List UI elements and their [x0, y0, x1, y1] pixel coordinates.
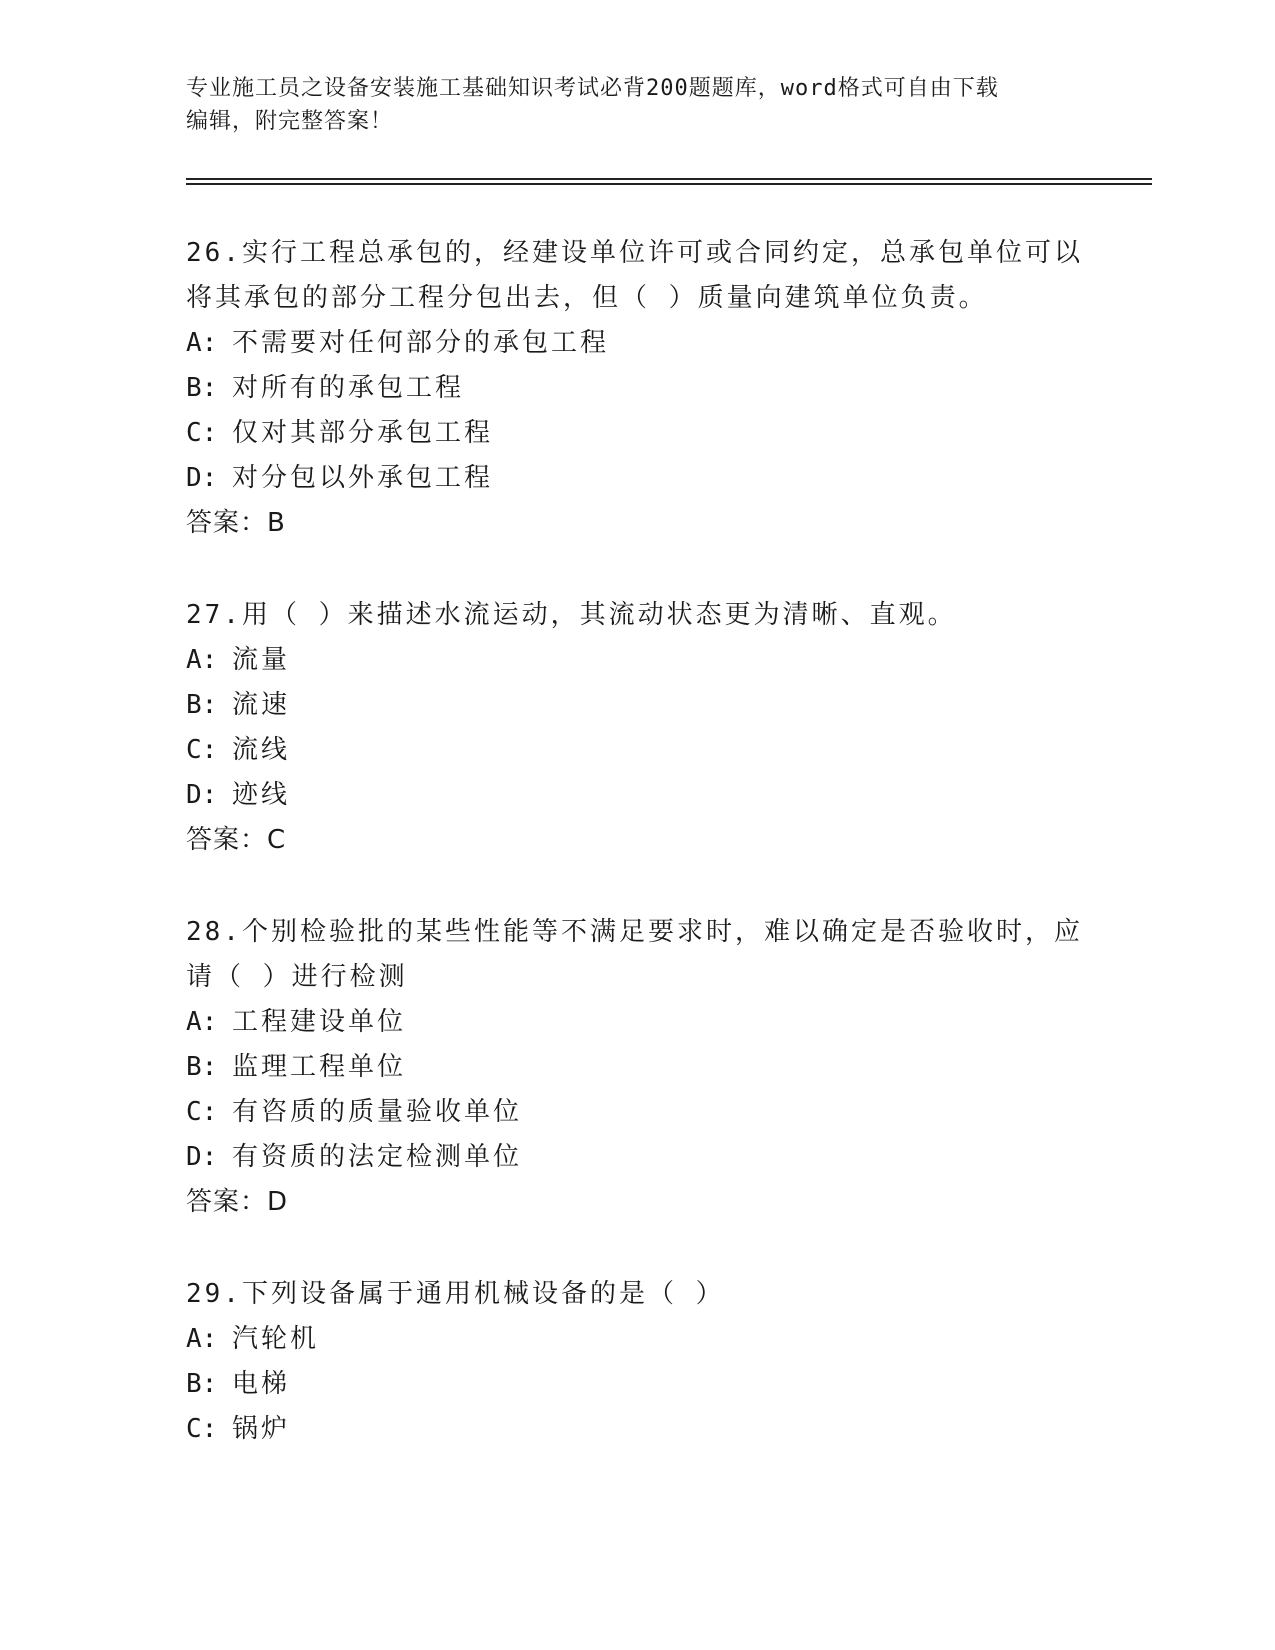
option-text: 流速: [232, 690, 291, 720]
header-divider-top: [186, 178, 1152, 180]
option-text: 监理工程单位: [232, 1052, 407, 1082]
question-28: [186, 910, 1086, 1225]
answer-line: 答案：D: [186, 1187, 289, 1217]
option-a: [186, 638, 1086, 683]
option-c: [186, 728, 1086, 773]
option-text: 流量: [232, 645, 291, 675]
question-stem-line: 26.实行工程总承包的，经建设单位许可或合同约定，总承包单位可以: [186, 238, 1083, 268]
header-line-1: 专业施工员之设备安装施工基础知识考试必背200题题库，word格式可自由下载: [186, 76, 999, 101]
option-c: [186, 1407, 1086, 1452]
option-c: [186, 1090, 1086, 1135]
option-key: B:: [186, 373, 218, 403]
header-line-2: 编辑，附完整答案！: [186, 109, 394, 134]
option-b: [186, 366, 1086, 411]
option-key: C:: [186, 1414, 218, 1444]
question-29: [186, 1272, 1086, 1452]
option-a: [186, 1000, 1086, 1045]
question-stem-line: 29.下列设备属于通用机械设备的是（ ）: [186, 1279, 725, 1309]
option-d: [186, 1135, 1086, 1180]
option-key: D:: [186, 463, 218, 493]
question-list: [186, 231, 1086, 1499]
option-text: 有咨质的质量验收单位: [232, 1097, 523, 1127]
question-stem-line: 28.个别检验批的某些性能等不满足要求时，难以确定是否验收时，应: [186, 917, 1083, 947]
option-d: [186, 456, 1086, 501]
option-key: D:: [186, 780, 218, 810]
option-key: C:: [186, 1097, 218, 1127]
answer-line: 答案：B: [186, 508, 286, 538]
option-key: D:: [186, 1142, 218, 1172]
option-text: 仅对其部分承包工程: [232, 418, 494, 448]
option-b: [186, 1045, 1086, 1090]
option-key: B:: [186, 690, 218, 720]
option-key: A:: [186, 328, 218, 358]
option-key: B:: [186, 1369, 218, 1399]
document-header: [186, 72, 1086, 138]
option-text: 对分包以外承包工程: [232, 463, 494, 493]
option-text: 不需要对任何部分的承包工程: [232, 328, 610, 358]
option-text: 迹线: [232, 780, 291, 810]
question-26: [186, 231, 1086, 546]
option-d: [186, 773, 1086, 818]
header-divider-bottom: [186, 183, 1152, 185]
option-key: A:: [186, 1324, 218, 1354]
option-text: 有资质的法定检测单位: [232, 1142, 523, 1172]
option-c: [186, 411, 1086, 456]
answer-line: 答案：C: [186, 825, 287, 855]
option-key: B:: [186, 1052, 218, 1082]
option-key: A:: [186, 1007, 218, 1037]
option-a: [186, 1317, 1086, 1362]
option-a: [186, 321, 1086, 366]
question-stem-line: 将其承包的部分工程分包出去，但（ ）质量向建筑单位负责。: [186, 283, 988, 313]
option-key: C:: [186, 418, 218, 448]
option-text: 流线: [232, 735, 291, 765]
option-b: [186, 1362, 1086, 1407]
question-stem-line: 27.用（ ）来描述水流运动，其流动状态更为清晰、直观。: [186, 600, 957, 630]
option-text: 电梯: [232, 1369, 291, 1399]
option-key: C:: [186, 735, 218, 765]
option-b: [186, 683, 1086, 728]
question-stem-line: 请（ ）进行检测: [186, 962, 408, 992]
option-text: 工程建设单位: [232, 1007, 407, 1037]
question-27: [186, 593, 1086, 863]
option-text: 对所有的承包工程: [232, 373, 465, 403]
option-key: A:: [186, 645, 218, 675]
option-text: 锅炉: [232, 1414, 291, 1444]
option-text: 汽轮机: [232, 1324, 320, 1354]
